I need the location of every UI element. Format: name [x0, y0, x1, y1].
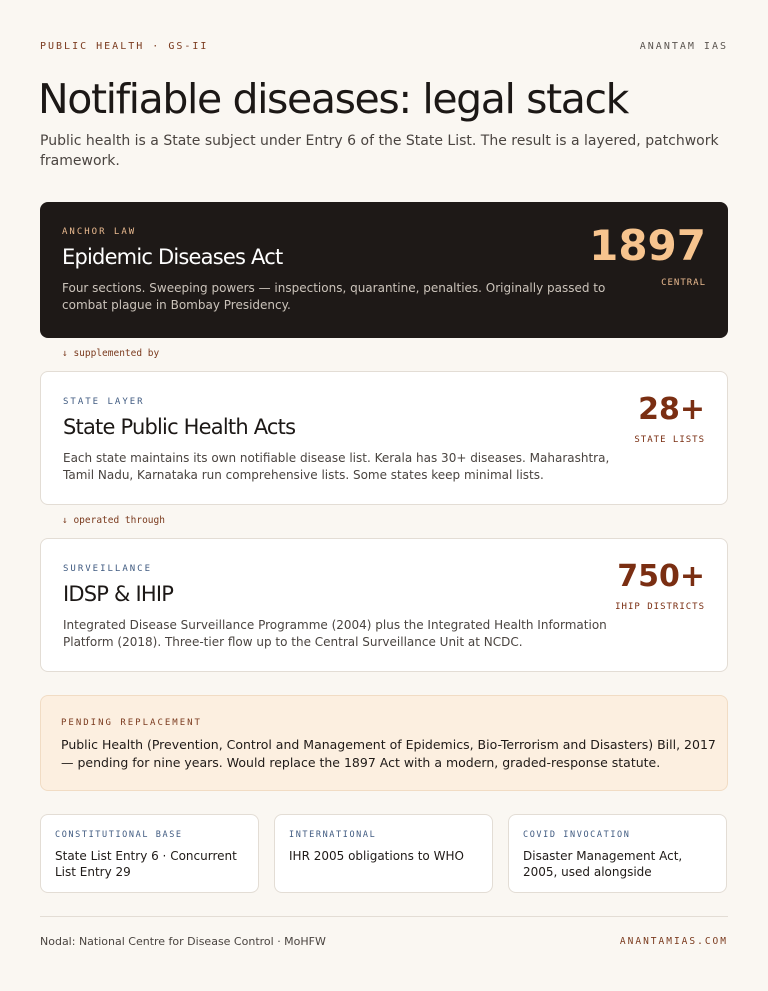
- card-label: STATE LAYER: [63, 397, 145, 407]
- footer-divider: [40, 916, 728, 917]
- card-stat-label: STATE LISTS: [634, 435, 705, 445]
- connector-supplemented-by: ↓ supplemented by: [62, 348, 160, 359]
- note-label: CONSTITUTIONAL BASE: [55, 830, 183, 840]
- callout-label: PENDING REPLACEMENT: [61, 718, 202, 728]
- note-text: State List Entry 6 · Concurrent List Entry 29: [55, 849, 237, 879]
- pending-replacement-callout: [40, 695, 728, 791]
- card-title: Epidemic Diseases Act: [62, 245, 283, 269]
- surveillance-card: [40, 538, 728, 672]
- footer-nodal: Nodal: National Centre for Disease Control · MoHFW: [40, 935, 326, 948]
- footer-site-link[interactable]: ANANTAMIAS.COM: [619, 936, 728, 947]
- note-text: Disaster Management Act, 2005, used alongside: [523, 849, 683, 879]
- anchor-law-card: [40, 202, 728, 338]
- card-description: Each state maintains its own notifiable disease list. Kerala has 30+ diseases. Maharashtra, Tamil Nadu, Karnataka run comprehensive lists. Some states keep minimal lists.: [63, 451, 610, 482]
- card-stat-label: CENTRAL: [661, 278, 706, 288]
- page-lede: Public health is a State subject under Entry 6 of the State List. The result is a layered, patchwork framework.: [40, 133, 719, 169]
- note-card-covid: [508, 814, 727, 893]
- note-card-international: [274, 814, 493, 893]
- card-stat: 1897: [589, 221, 706, 270]
- card-label: SURVEILLANCE: [63, 564, 153, 574]
- brand-name: ANANTAM IAS: [639, 41, 728, 52]
- card-label: ANCHOR LAW: [62, 227, 137, 237]
- page-title: Notifiable diseases: legal stack: [38, 75, 628, 123]
- note-card-constitutional: [40, 814, 259, 893]
- callout-text: Public Health (Prevention, Control and Management of Epidemics, Bio-Terrorism and Disasters) Bill, 2017 — pending for nine years. Would replace the 1897 Act with a modern, graded-response statute.: [61, 737, 716, 770]
- note-label: COVID INVOCATION: [523, 830, 631, 840]
- card-title: IDSP & IHIP: [63, 582, 174, 606]
- connector-operated-through: ↓ operated through: [62, 515, 165, 526]
- card-stat-label: IHIP DISTRICTS: [615, 602, 705, 612]
- top-bar: [40, 41, 728, 55]
- note-text: IHR 2005 obligations to WHO: [289, 849, 464, 863]
- card-description: Integrated Disease Surveillance Programme (2004) plus the Integrated Health Information Platform (2018). Three-tier flow up to the Central Surveillance Unit at NCDC.: [63, 618, 607, 649]
- card-stat: 28+: [638, 392, 705, 427]
- section-kicker: PUBLIC HEALTH · GS-II: [40, 41, 209, 52]
- card-description: Four sections. Sweeping powers — inspections, quarantine, penalties. Originally passed to combat plague in Bombay Presidency.: [62, 281, 606, 312]
- card-stat: 750+: [617, 559, 705, 594]
- note-label: INTERNATIONAL: [289, 830, 377, 840]
- state-layer-card: [40, 371, 728, 505]
- card-title: State Public Health Acts: [63, 415, 296, 439]
